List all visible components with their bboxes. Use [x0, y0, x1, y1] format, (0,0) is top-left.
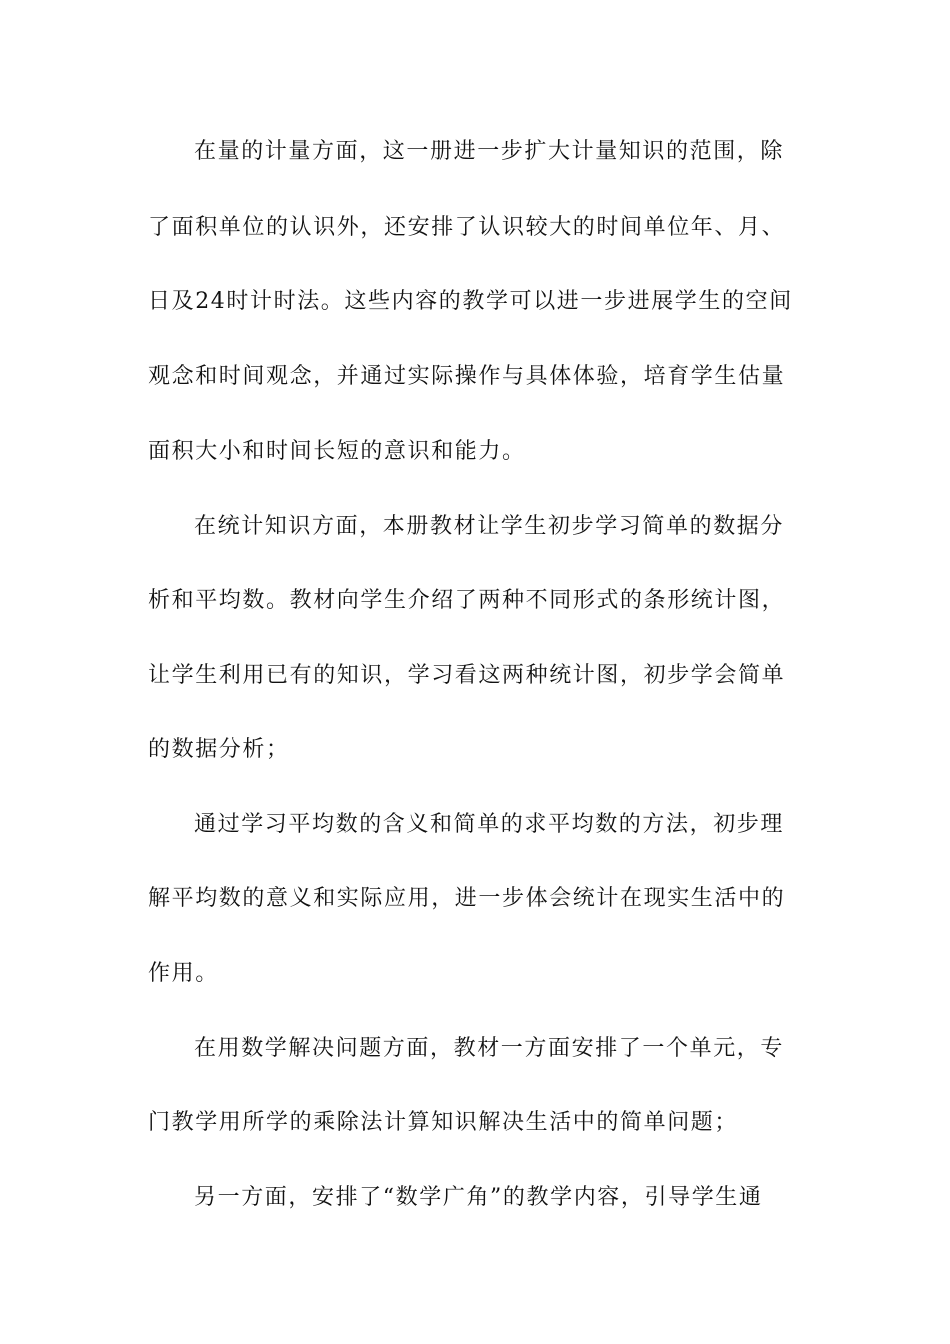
text-line: 了面积单位的认识外，还安排了认识较大的时间单位年、月、: [148, 215, 786, 240]
text-line: 的数据分析；: [148, 737, 290, 762]
text-line: 观念和时间观念，并通过实际操作与具体体验，培育学生估量: [148, 364, 786, 389]
text-line: 在量的计量方面，这一册进一步扩大计量知识的范围，除: [194, 139, 785, 164]
text-line: 门教学用所学的乘除法计算知识解决生活中的简单问题；: [148, 1110, 739, 1135]
text-line: 另一方面，安排了“数学广角”的教学内容，引导学生通: [194, 1185, 763, 1210]
text-line: 作用。: [148, 961, 219, 986]
text-line: 让学生利用已有的知识，学习看这两种统计图，初步学会简单: [148, 663, 786, 688]
text-line: 在统计知识方面，本册教材让学生初步学习简单的数据分: [194, 514, 785, 539]
text-line: 解平均数的意义和实际应用，进一步体会统计在现实生活中的: [148, 886, 786, 911]
text-line: 面积大小和时间长短的意识和能力。: [148, 439, 526, 464]
text-line: 析和平均数。教材向学生介绍了两种不同形式的条形统计图，: [148, 588, 786, 613]
text-line: 日及24时计时法。这些内容的教学可以进一步进展学生的空间: [148, 289, 793, 314]
text-line: 通过学习平均数的含义和简单的求平均数的方法，初步理: [194, 812, 785, 837]
text-line: 在用数学解决问题方面，教材一方面安排了一个单元，专: [194, 1036, 785, 1061]
